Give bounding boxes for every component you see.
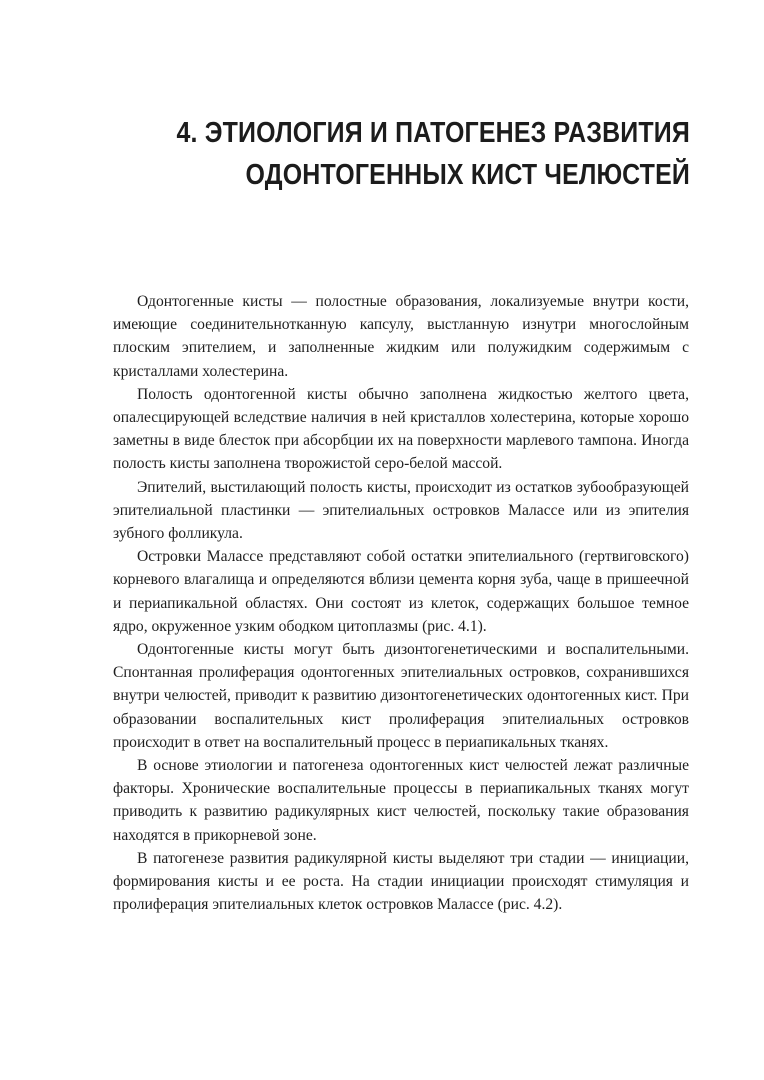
paragraph-7: В патогенезе развития радикулярной кисты выделяют три стадии — инициации, формирования кисты и ее роста. На стадии инициации происходят стимуляция и пролиферация эпителиальных клеток островков Малассе (рис. 4.2).	[113, 849, 689, 914]
chapter-title	[140, 112, 690, 196]
body-text	[113, 290, 689, 916]
paragraph-6: В основе этиологии и патогенеза одонтогенных кист челюстей лежат различные факторы. Хронические воспалительные процессы в периапикальных тканях могут приводить к развитию радикулярных кист челюстей, поскольку такие образования находятся в прикорневой зоне.	[113, 757, 689, 844]
paragraph-2: Полость одонтогенной кисты обычно заполнена жидкостью желтого цвета, опалесцирующей вследствие наличия в ней кристаллов холестерина, которые хорошо заметны в виде блесток при абсорбции их на поверхности марлевого тампона. Иногда полость кисты заполнена творожистой серо-белой массой.	[113, 385, 689, 473]
chapter-title-line-1: 4. ЭТИОЛОГИЯ И ПАТОГЕНЕЗ РАЗВИТИЯ	[176, 117, 690, 149]
paragraph-5: Одонтогенные кисты могут быть дизонтогенетическими и воспалительными. Спонтанная пролиферация одонтогенных эпителиальных островков, сохранившихся внутри челюстей, приводит к развитию дизонтогенетических одонтогенных кист. При образовании воспалительных кист пролиферация эпителиальных островков происходит в ответ на воспалительный процесс в периапикальных тканях.	[113, 641, 689, 751]
chapter-title-line-2: ОДОНТОГЕННЫХ КИСТ ЧЕЛЮСТЕЙ	[245, 159, 690, 191]
paragraph-4: Островки Малассе представляют собой остатки эпителиального (гертвиговского) корневого влагалища и определяются вблизи цемента корня зуба, чаще в пришеечной и периапикальной областях. Они состоят из клеток, содержащих большое темное ядро, окруженное узким ободком цитоплазмы (рис. 4.1).	[113, 548, 689, 635]
paragraph-1: Одонтогенные кисты — полостные образования, локализуемые внутри кости, имеющие соединительнотканную капсулу, выстланную изнутри многослойным плоским эпителием, и заполненные жидким или полужидким содержимым с кристаллами холестерина.	[113, 293, 689, 380]
paragraph-3: Эпителий, выстилающий полость кисты, происходит из остатков зубообразующей эпителиальной пластинки — эпителиальных островков Малассе или из эпителия зубного фолликула.	[113, 478, 689, 543]
